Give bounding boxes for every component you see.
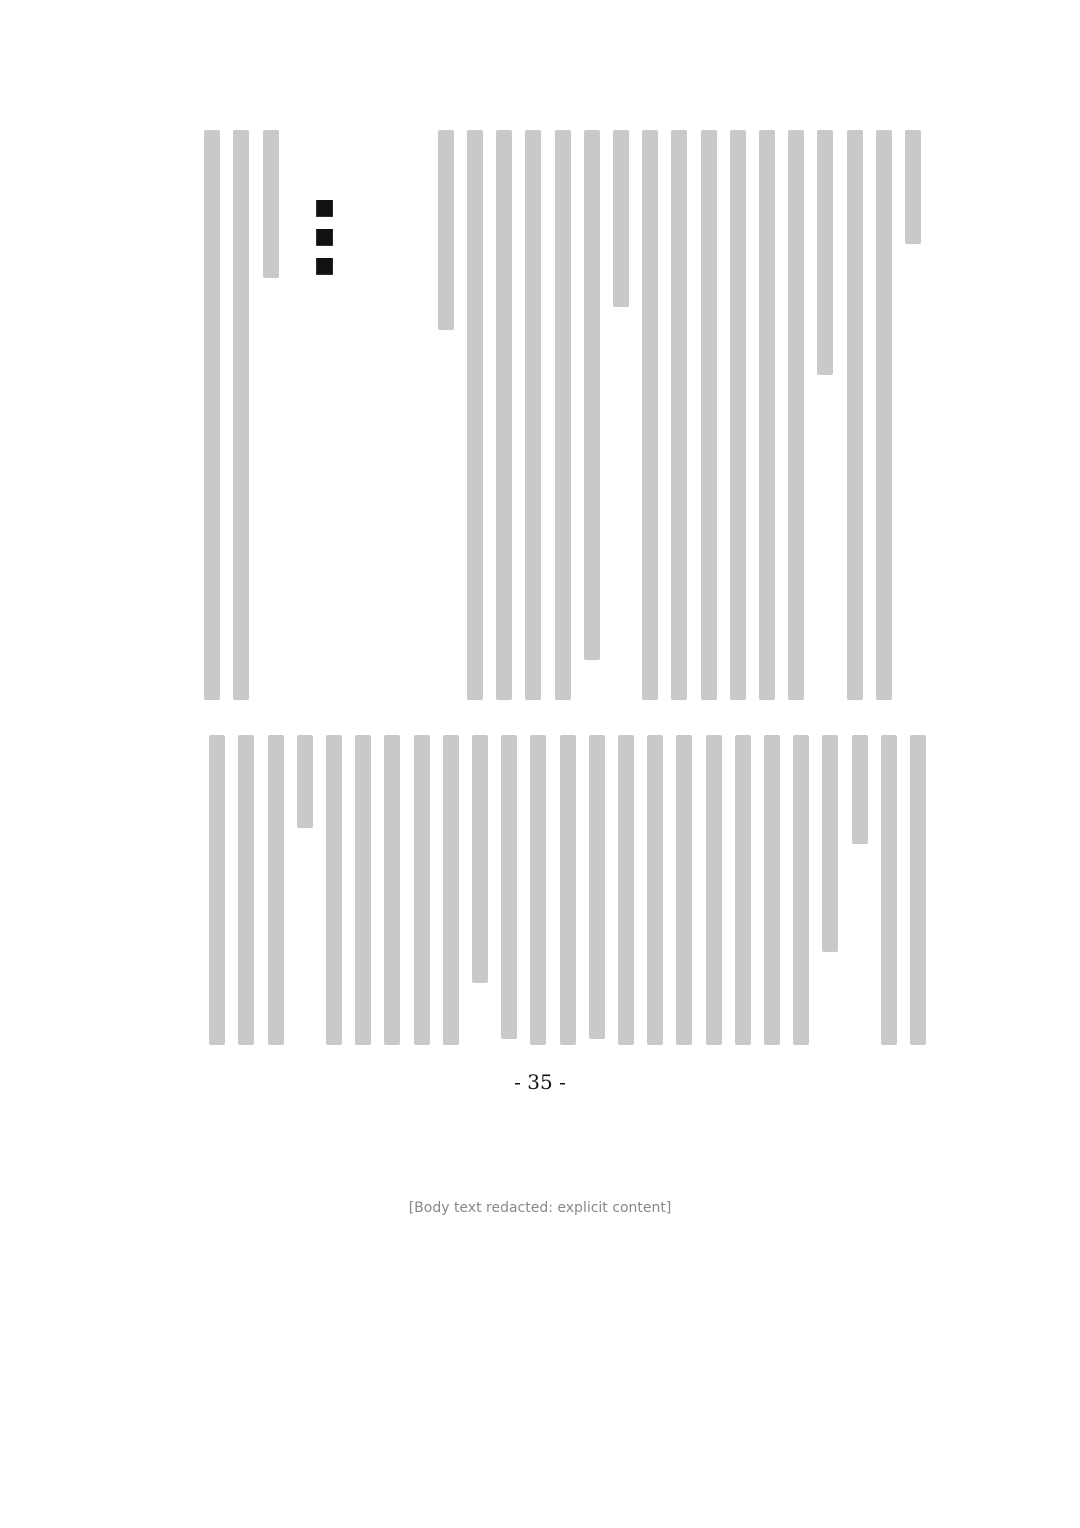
text-column-placeholder [852, 735, 868, 844]
text-column-placeholder [268, 735, 284, 1045]
text-column-placeholder [671, 130, 687, 700]
text-column-placeholder [618, 735, 634, 1045]
text-column-placeholder [209, 735, 225, 1045]
text-column-placeholder [910, 735, 926, 1045]
text-column-placeholder [647, 735, 663, 1045]
text-column-placeholder [525, 130, 541, 700]
redaction-notice: [Body text redacted: explicit content] [408, 1200, 672, 1216]
page-number: - 35 - [514, 1070, 566, 1094]
text-column-placeholder [438, 130, 454, 330]
text-column-placeholder [676, 735, 692, 1045]
text-column-placeholder [701, 130, 717, 700]
text-column-placeholder [876, 130, 892, 700]
text-column-placeholder [706, 735, 722, 1045]
text-column-placeholder [530, 735, 546, 1045]
text-column-placeholder [414, 735, 430, 1045]
text-column-placeholder [613, 130, 629, 307]
text-column-placeholder [759, 130, 775, 700]
text-column-placeholder [822, 735, 838, 952]
scene-break: ■■■ [312, 195, 337, 282]
text-column-placeholder [472, 735, 488, 983]
text-column-placeholder [297, 735, 313, 828]
text-column-placeholder [443, 735, 459, 1045]
text-column-placeholder [238, 735, 254, 1045]
text-column-placeholder [788, 130, 804, 700]
text-column-placeholder [555, 130, 571, 700]
text-column-placeholder [204, 130, 220, 700]
text-column-placeholder [793, 735, 809, 1045]
text-column-placeholder [817, 130, 833, 375]
text-column-placeholder [384, 735, 400, 1045]
text-column-placeholder [326, 735, 342, 1045]
text-column-placeholder [881, 735, 897, 1045]
text-column-placeholder [560, 735, 576, 1045]
text-column-placeholder [764, 735, 780, 1045]
text-column-placeholder [233, 130, 249, 700]
text-column-placeholder [355, 735, 371, 1045]
text-column-placeholder [905, 130, 921, 244]
text-column-placeholder [501, 735, 517, 1039]
text-column-placeholder [584, 130, 600, 660]
text-column-placeholder [496, 130, 512, 700]
text-column-placeholder [730, 130, 746, 700]
text-column-placeholder [467, 130, 483, 700]
text-column-placeholder [847, 130, 863, 700]
text-column-placeholder [735, 735, 751, 1045]
text-column-placeholder [263, 130, 279, 278]
text-column-placeholder [589, 735, 605, 1039]
text-column-placeholder [642, 130, 658, 700]
